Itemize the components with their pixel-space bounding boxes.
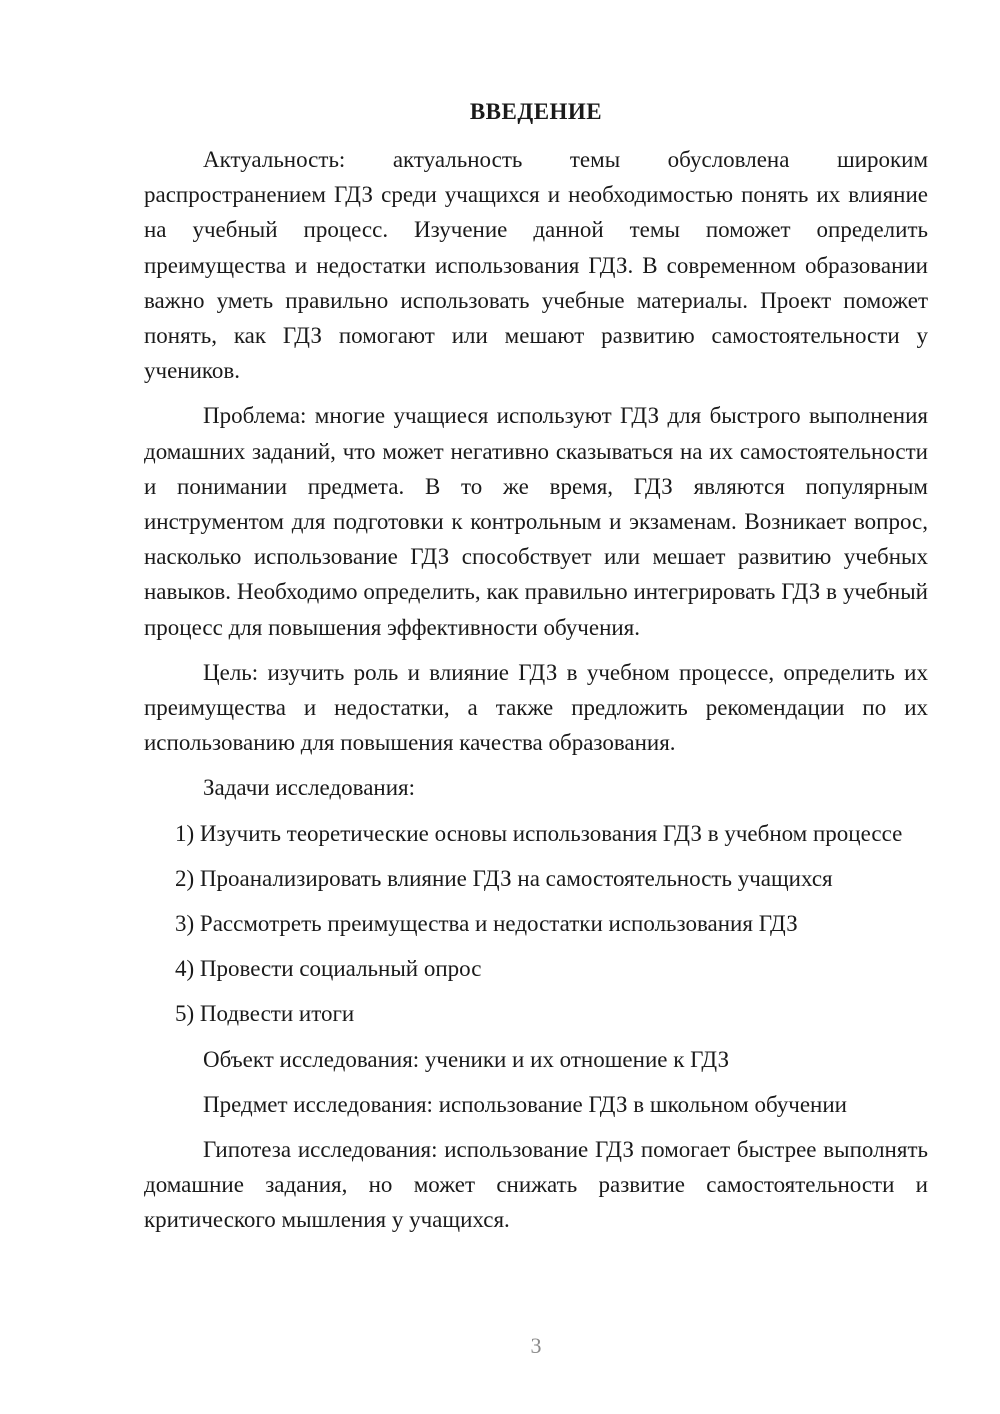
goal-paragraph: Цель: изучить роль и влияние ГДЗ в учебном процессе, определить их преимущества и недостатки, а также предложить рекомендации по их использованию для повышения качества образования.	[144, 659, 928, 756]
tasks-heading: Задачи исследования:	[203, 775, 416, 801]
section-title: ВВЕДЕНИЕ	[469, 99, 603, 124]
document-body	[144, 142, 928, 1248]
task-item-4: 4) Провести социальный опрос	[175, 956, 482, 982]
document-page	[144, 0, 928, 1414]
task-item-1: 1) Изучить теоретические основы использования ГДЗ в учебном процессе	[175, 820, 903, 846]
relevance-paragraph: Актуальность: актуальность темы обусловлена широким распространением ГДЗ среди учащихся и необходимостью понять их влияние на учебный процесс. Изучение данной темы поможет определить преимущества и недостатки использования ГДЗ. В современном образовании важно уметь правильно использовать учебные материалы. Проект поможет понять, как ГДЗ помогают или мешают развитию самостоятельности у учеников.	[144, 147, 928, 384]
problem-paragraph: Проблема: многие учащиеся используют ГДЗ для быстрого выполнения домашних заданий, что может негативно сказываться на их самостоятельности и понимании предмета. В то же время, ГДЗ являются популярным инструментом для подготовки к контрольным и экзаменам. Возникает вопрос, насколько использование ГДЗ способствует или мешает развитию учебных навыков. Необходимо определить, как правильно интегрировать ГДЗ в учебный процесс для повышения эффективности обучения.	[144, 403, 928, 640]
task-item-3: 3) Рассмотреть преимущества и недостатки использования ГДЗ	[175, 911, 798, 937]
page-number: 3	[530, 1333, 542, 1358]
object-paragraph: Объект исследования: ученики и их отношение к ГДЗ	[203, 1046, 730, 1072]
tasks-list	[144, 816, 928, 1032]
task-item-5: 5) Подвести итоги	[175, 1001, 355, 1027]
task-item-2: 2) Проанализировать влияние ГДЗ на самостоятельность учащихся	[175, 865, 833, 891]
subject-paragraph: Предмет исследования: использование ГДЗ в школьном обучении	[203, 1091, 847, 1117]
hypothesis-paragraph: Гипотеза исследования: использование ГДЗ помогает быстрее выполнять домашние задания, но может снижать развитие самостоятельности и критического мышления у учащихся.	[144, 1137, 928, 1233]
